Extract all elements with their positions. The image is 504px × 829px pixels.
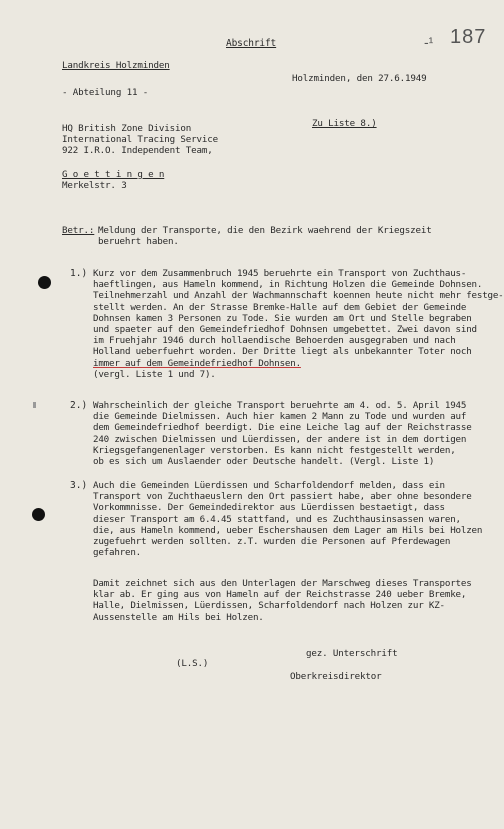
text-line: (vergl. Liste 1 und 7).: [93, 368, 216, 380]
subject-label: Betr.:: [62, 225, 95, 236]
page-mark: -¹: [424, 34, 434, 50]
text-line: stellt werden. An der Strasse Bremke-Halle auf dem Gebiet der Gemeinde: [93, 301, 467, 313]
text-line: dieser Transport am 6.4.45 stattfand, und es Zuchthausinsassen waren,: [93, 513, 461, 525]
text-line: Halle, Dielmissen, Lüerdissen, Scharfoldendorf nach Holzen zur KZ-: [93, 600, 445, 612]
text-line: klar ab. Er ging aus von Hameln auf der Reichstrasse 240 ueber Bremke,: [93, 589, 467, 601]
place-date: Holzminden, den 27.6.1949: [292, 73, 427, 84]
item-paragraph-1: [93, 268, 504, 380]
signature-title: Oberkreisdirektor: [290, 671, 382, 682]
document-title: Abschrift: [226, 38, 277, 49]
recipient-line-2: International Tracing Service: [62, 134, 219, 145]
sender-department: - Abteilung 11 -: [62, 87, 149, 98]
text-line-underlined: immer auf dem Gemeindefriedhof Dohnsen.: [93, 357, 301, 369]
item-number-3: 3.): [70, 480, 88, 491]
text-line: die, aus Hameln kommend, ueber Eschershausen dem Lager am Hils bei Holzen: [93, 524, 483, 536]
text-line: die Gemeinde Dielmissen. Auch hier kamen 2 Mann zu Tode und wurden auf: [93, 411, 467, 423]
subject-line-2: beruehrt haben.: [98, 236, 179, 247]
closing-paragraph: [93, 578, 472, 623]
text-line: Transport von Zuchthaeuslern den Ort passiert habe, aber ohne besondere: [93, 491, 472, 503]
text-line: Vorkommnisse. Der Gemeindedirektor aus Lüerdissen bestaetigt, dass: [93, 502, 445, 514]
text-line: ob es sich um Auslaender oder Deutsche handelt. (Vergl. Liste 1): [93, 456, 435, 468]
text-line: Kurz vor dem Zusammenbruch 1945 beruehrte ein Transport von Zuchthaus-: [93, 268, 467, 279]
text-line: Kriegsgefangenenlager verstorben. Es kann nicht festgestellt werden,: [93, 444, 456, 456]
item-number-2: 2.): [70, 400, 88, 411]
text-line: 240 zwischen Dielmissen und Lüerdissen, der andere ist in dem dortigen: [93, 433, 467, 445]
text-line: Damit zeichnet sich aus den Unterlagen der Marschweg dieses Transportes: [93, 578, 472, 589]
text-line: und spaeter auf den Gemeindefriedhof Dohnsen umgebettet. Zwei davon sind: [93, 324, 477, 336]
recipient-city: G o e t t i n g e n: [62, 169, 165, 180]
signature-signed: gez. Unterschrift: [306, 648, 398, 659]
text-line: gefahren.: [93, 547, 141, 559]
text-line: im Fruehjahr 1946 durch hollaendische Behoerden ausgegraben und nach: [93, 335, 456, 347]
recipient-line-1: HQ British Zone Division: [62, 123, 192, 134]
subject-line-1: Meldung der Transporte, die den Bezirk waehrend der Kriegszeit: [98, 225, 432, 236]
text-line: Holland ueberfuehrt worden. Der Dritte liegt als unbekannter Toter noch: [93, 346, 472, 358]
margin-mark: [33, 402, 36, 408]
sender-office: Landkreis Holzminden: [62, 60, 170, 71]
punch-hole-top: [38, 276, 51, 289]
text-line: dem Gemeindefriedhof beerdigt. Die eine Leiche lag auf der Reichstrasse: [93, 422, 472, 434]
text-line: Wahrscheinlich der gleiche Transport beruehrte am 4. od. 5. April 1945: [93, 400, 467, 411]
text-line: Teilnehmerzahl und Anzahl der Wachmannschaft koennen heute nicht mehr festge-: [93, 290, 504, 302]
recipient-street: Merkelstr. 3: [62, 180, 127, 191]
item-number-1: 1.): [70, 268, 88, 279]
list-reference: Zu Liste 8.): [312, 118, 377, 129]
page-number: 187: [450, 26, 487, 48]
punch-hole-bottom: [32, 508, 45, 521]
item-paragraph-3: [93, 480, 482, 558]
text-line: Aussenstelle am Hils bei Holzen.: [93, 611, 264, 623]
item-paragraph-2: [93, 400, 472, 467]
text-line: haeftlingen, aus Hameln kommend, in Richtung Holzen die Gemeinde Dohnsen.: [93, 279, 483, 291]
text-line: Dohnsen kamen 3 Personen zu Tode. Sie wurden am Ort und Stelle begraben: [93, 312, 472, 324]
text-line: zugefuehrt werden sollten. z.T. wurden die Personen auf Pferdewagen: [93, 536, 451, 548]
text-line: Auch die Gemeinden Lüerdissen und Scharfoldendorf melden, dass ein: [93, 480, 445, 491]
seal: (L.S.): [176, 658, 209, 669]
recipient-line-3: 922 I.R.O. Independent Team,: [62, 145, 213, 156]
